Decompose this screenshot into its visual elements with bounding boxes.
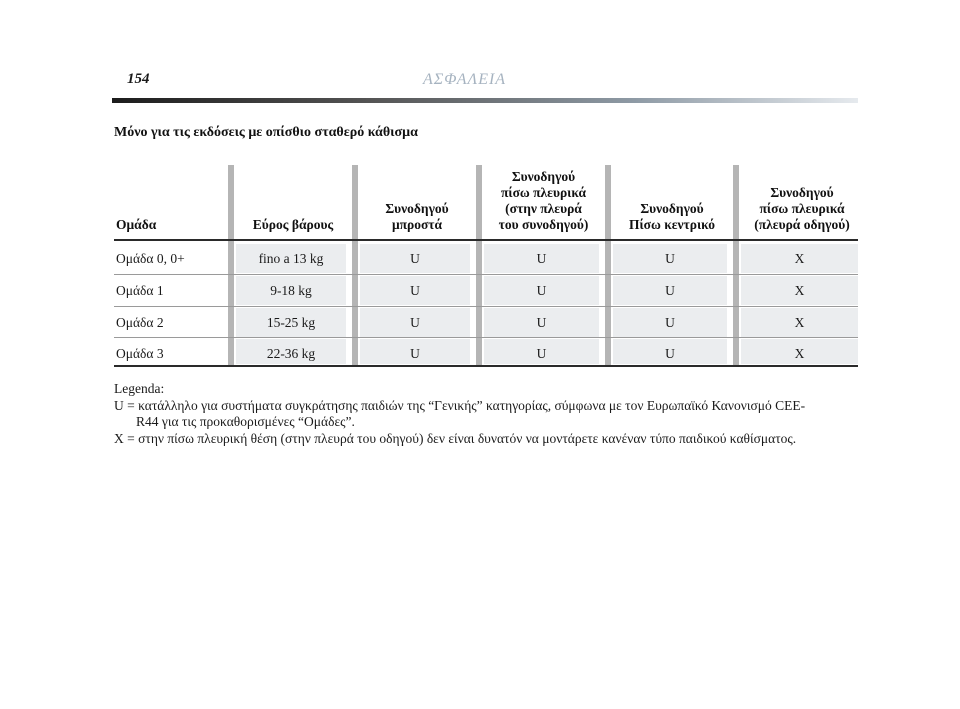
- row-front: U: [410, 251, 420, 266]
- row-rear-side-passenger: U: [536, 346, 547, 361]
- row-weight: fino a 13 kg: [258, 251, 324, 266]
- table-header-rule: [114, 239, 858, 241]
- row-rule: [114, 306, 858, 307]
- row-front: U: [410, 283, 420, 298]
- legend: [114, 381, 864, 447]
- row-rear-center: U: [665, 315, 675, 330]
- page-number: 154: [127, 71, 150, 87]
- row-weight: 15-25 kg: [266, 315, 316, 330]
- column-separator: [228, 165, 234, 366]
- subheading: Μόνο για τις εκδόσεις με οπίσθιο σταθερό κάθισμα: [114, 125, 418, 140]
- row-rule: [114, 337, 858, 338]
- row-group-label: Ομάδα 1: [116, 283, 164, 298]
- legend-u-line-continued: R44 για τις προκαθορισμένες “Ομάδες”.: [136, 414, 355, 429]
- header-rear-side-driver: Συνοδηγού πίσω πλευρικά (πλευρά οδηγού): [754, 185, 850, 232]
- header-rule: [112, 98, 858, 103]
- row-front: U: [410, 346, 420, 361]
- row-group-label: Ομάδα 0, 0+: [116, 251, 185, 266]
- header-front: Συνοδηγού μπροστά: [385, 201, 449, 232]
- row-rear-side-passenger: U: [536, 283, 547, 298]
- column-separator: [605, 165, 611, 366]
- row-weight: 22-36 kg: [266, 346, 316, 361]
- legend-u-line: U = κατάλληλο για συστήματα συγκράτησης παιδιών της “Γενικής” κατηγορίας, σύμφωνα με τον Ευρωπαϊκό Κανονισμό CEE-: [114, 397, 806, 413]
- row-front: U: [410, 315, 420, 330]
- column-separator: [352, 165, 358, 366]
- row-rear-side-passenger: U: [536, 315, 547, 330]
- row-rear-center: U: [665, 251, 675, 266]
- row-weight: 9-18 kg: [270, 283, 312, 298]
- row-rear-side-driver: X: [794, 283, 805, 298]
- section-title: ΑΣΦΑΛΕΙΑ: [423, 71, 507, 88]
- row-rear-center: U: [665, 346, 675, 361]
- row-rear-side-driver: X: [794, 251, 805, 266]
- legend-x-line: X = στην πίσω πλευρική θέση (στην πλευρά του οδηγού) δεν είναι δυνατόν να μοντάρετε κανέναν τύπο παιδικού καθίσματος.: [114, 430, 797, 446]
- row-group-label: Ομάδα 3: [116, 346, 164, 361]
- header-rear-center: Συνοδηγού Πίσω κεντρικό: [628, 201, 716, 232]
- row-rear-side-driver: X: [794, 346, 805, 361]
- row-rear-side-passenger: U: [536, 251, 547, 266]
- legend-title: Legenda:: [114, 381, 165, 396]
- row-rule: [114, 274, 858, 275]
- header-rear-side-passenger: Συνοδηγού πίσω πλευρικά (στην πλευρά του συνοδηγού): [498, 169, 589, 232]
- row-rear-side-driver: X: [794, 315, 805, 330]
- header-weight: Εύρος βάρους: [252, 217, 334, 232]
- row-rear-center: U: [665, 283, 675, 298]
- header-group: Ομάδα: [116, 217, 157, 232]
- row-group-label: Ομάδα 2: [116, 315, 164, 330]
- table-bottom-rule: [114, 365, 858, 367]
